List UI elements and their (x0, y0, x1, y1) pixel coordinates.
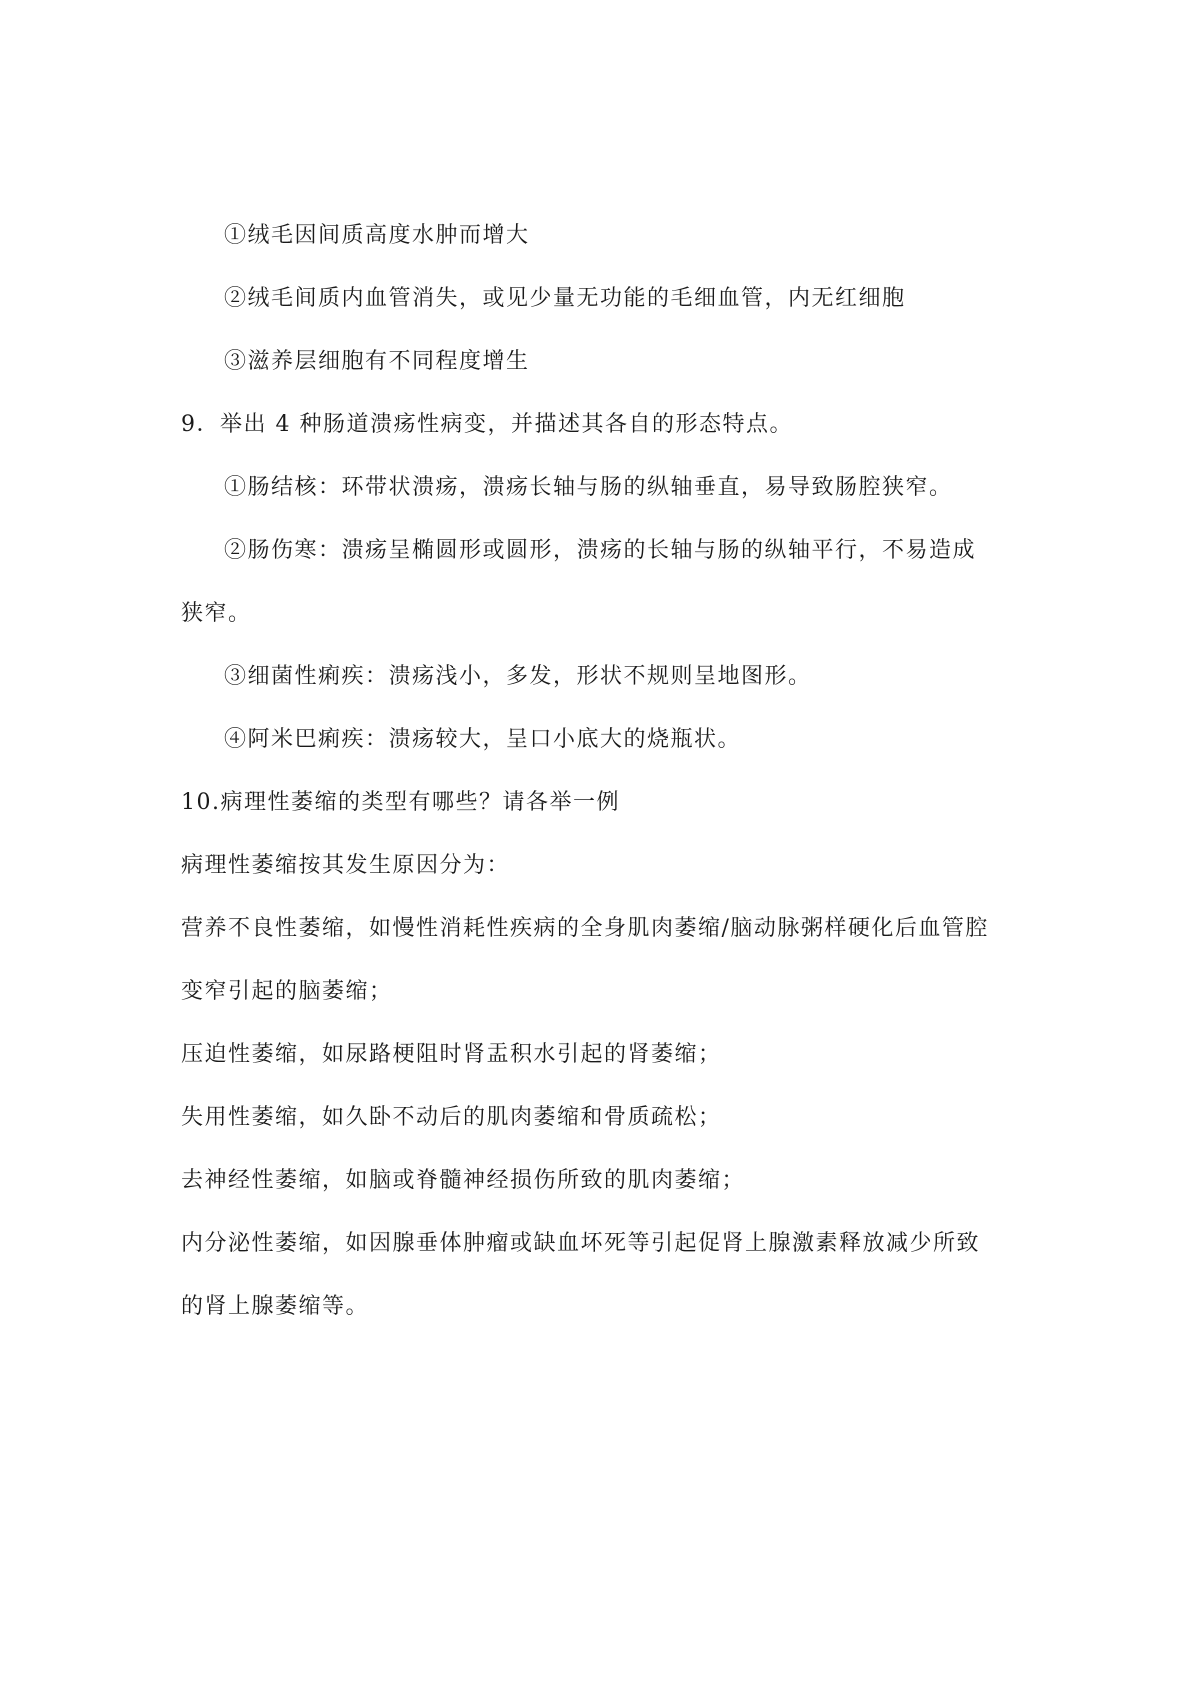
text-line: 狭窄。 (181, 601, 252, 626)
question-heading: 9．举出 4 种肠道溃疡性病变，并描述其各自的形态特点。 (181, 412, 793, 437)
text-line: 失用性萎缩，如久卧不动后的肌肉萎缩和骨质疏松； (181, 1105, 722, 1130)
text-line: ①绒毛因间质高度水肿而增大 (224, 223, 530, 248)
text-line: ③滋养层细胞有不同程度增生 (224, 349, 530, 374)
text-line: ③细菌性痢疾：溃疡浅小，多发，形状不规则呈地图形。 (224, 664, 812, 689)
text-line: 的肾上腺萎缩等。 (181, 1294, 370, 1319)
question-heading: 10.病理性萎缩的类型有哪些？请各举一例 (181, 790, 620, 815)
text-line: ②绒毛间质内血管消失，或见少量无功能的毛细血管，内无红细胞 (224, 286, 906, 311)
text-line: 病理性萎缩按其发生原因分为： (181, 853, 511, 878)
text-line: 营养不良性萎缩，如慢性消耗性疾病的全身肌肉萎缩/脑动脉粥样硬化后血管腔 (181, 916, 989, 941)
text-line: 变窄引起的脑萎缩； (181, 979, 393, 1004)
text-line: 压迫性萎缩，如尿路梗阻时肾盂积水引起的肾萎缩； (181, 1042, 722, 1067)
text-line: ①肠结核：环带状溃疡，溃疡长轴与肠的纵轴垂直，易导致肠腔狭窄。 (224, 475, 953, 500)
text-line: 内分泌性萎缩，如因腺垂体肿瘤或缺血坏死等引起促肾上腺激素释放减少所致 (181, 1231, 981, 1256)
text-line: 去神经性萎缩，如脑或脊髓神经损伤所致的肌肉萎缩； (181, 1168, 746, 1193)
text-line: ④阿米巴痢疾：溃疡较大，呈口小底大的烧瓶状。 (224, 727, 742, 752)
text-line: ②肠伤寒：溃疡呈椭圆形或圆形，溃疡的长轴与肠的纵轴平行，不易造成 (224, 538, 977, 563)
